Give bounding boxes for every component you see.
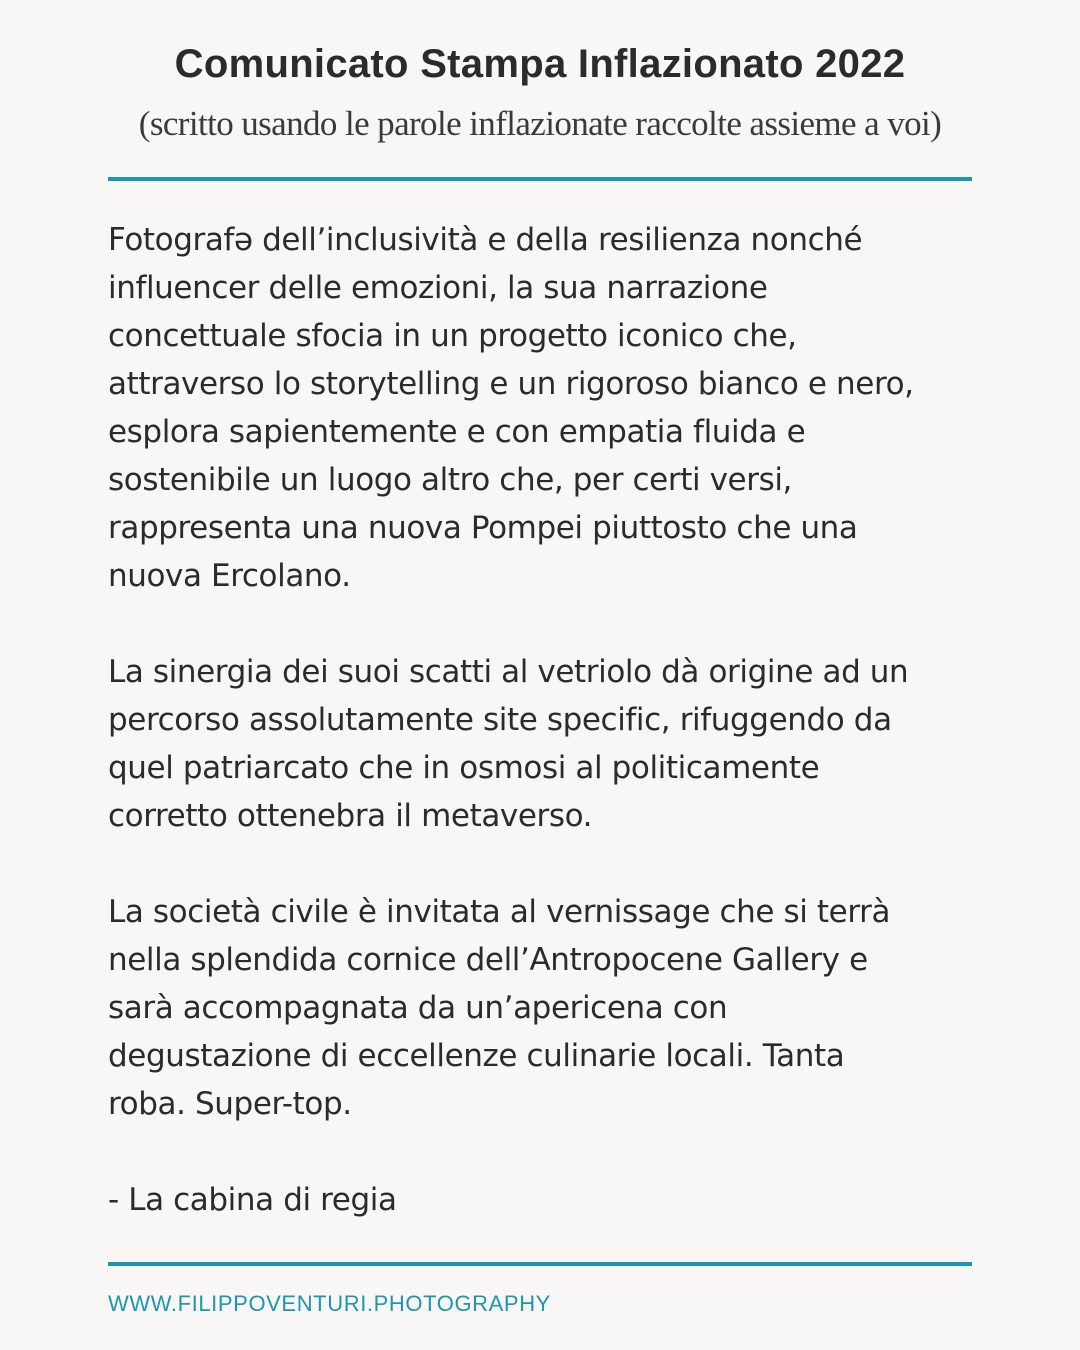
paragraph-2 xyxy=(108,648,972,840)
text-line: Fotografə dell’inclusività e della resilienza nonché xyxy=(108,222,863,258)
top-divider xyxy=(108,177,972,181)
text-line: degustazione di eccellenze culinarie locali. Tanta xyxy=(108,1038,845,1074)
text-line: La sinergia dei suoi scatti al vetriolo dà origine ad un xyxy=(108,654,909,690)
text-line: roba. Super-top. xyxy=(108,1086,352,1122)
text-line: La società civile è invitata al vernissage che si terrà xyxy=(108,894,891,930)
paragraph-1 xyxy=(108,216,972,600)
bottom-divider xyxy=(108,1262,972,1266)
text-line: attraverso lo storytelling e un rigoroso bianco e nero, xyxy=(108,366,914,402)
text-line: quel patriarcato che in osmosi al politicamente xyxy=(108,750,820,786)
text-line: nuova Ercolano. xyxy=(108,558,351,594)
paragraph-3 xyxy=(108,888,972,1128)
text-line: influencer delle emozioni, la sua narrazione xyxy=(108,270,768,306)
text-line: corretto ottenebra il metaverso. xyxy=(108,798,593,834)
text-line: sostenibile un luogo altro che, per certi versi, xyxy=(108,462,792,498)
page-title: Comunicato Stampa Inflazionato 2022 xyxy=(174,42,906,86)
text-line: esplora sapientemente e con empatia fluida e xyxy=(108,414,806,450)
text-line: percorso assolutamente site specific, rifuggendo da xyxy=(108,702,892,738)
footer-website-link[interactable]: WWW.FILIPPOVENTURI.PHOTOGRAPHY xyxy=(108,1291,551,1316)
press-release-body xyxy=(108,216,972,1224)
text-line: sarà accompagnata da un’apericena con xyxy=(108,990,728,1026)
text-line: rappresenta una nuova Pompei piuttosto che una xyxy=(108,510,858,546)
page-subtitle: (scritto usando le parole inflazionate raccolte assieme a voi) xyxy=(138,104,942,143)
text-line: concettuale sfocia in un progetto iconico che, xyxy=(108,318,797,354)
signature: - La cabina di regia xyxy=(108,1182,397,1218)
text-line: nella splendida cornice dell’Antropocene Gallery e xyxy=(108,942,868,978)
